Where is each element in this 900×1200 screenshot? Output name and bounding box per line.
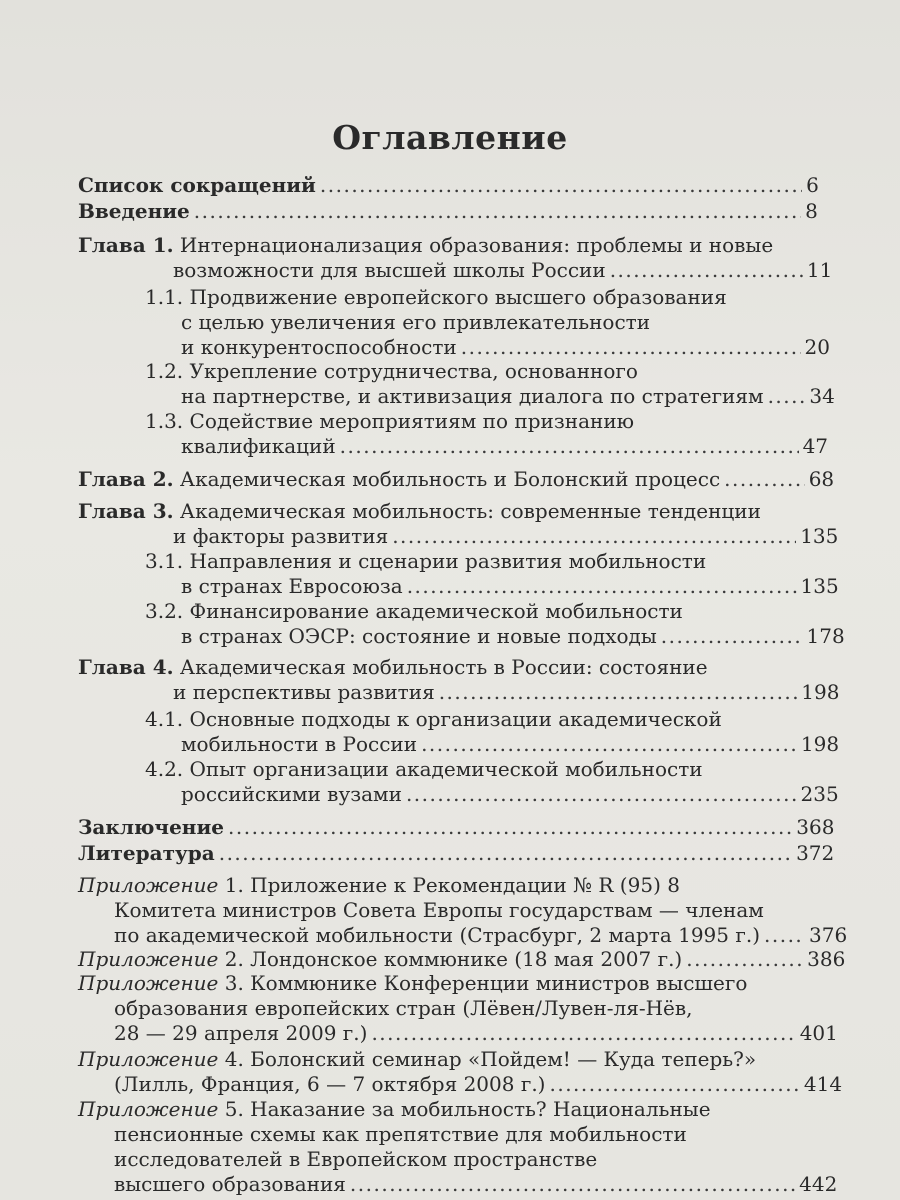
page-number: 68 bbox=[808, 467, 835, 491]
appendix-label: Приложение bbox=[78, 947, 219, 971]
toc-line bbox=[78, 1046, 756, 1072]
toc-line bbox=[114, 1020, 838, 1046]
page-number: 386 bbox=[807, 947, 846, 971]
dot-leader bbox=[392, 523, 796, 549]
toc-line bbox=[145, 706, 722, 732]
toc-line bbox=[78, 814, 835, 840]
toc-heading-text: Глава 1. bbox=[78, 233, 174, 257]
page-number: 135 bbox=[800, 574, 839, 598]
page-number: 47 bbox=[802, 434, 829, 458]
dot-leader bbox=[228, 814, 792, 840]
toc-line bbox=[114, 1121, 687, 1147]
toc-text: 4.1. Основные подходы к организации академической bbox=[145, 707, 722, 731]
page-number: 368 bbox=[796, 815, 835, 839]
toc-text: мобильности в России bbox=[181, 732, 418, 756]
toc-line bbox=[78, 946, 846, 972]
toc-heading-text: Список сокращений bbox=[78, 173, 316, 197]
toc-line bbox=[145, 358, 638, 384]
toc-line bbox=[145, 284, 727, 310]
toc-heading-text: Глава 4. bbox=[78, 655, 174, 679]
toc-text: Академическая мобильность: современные тенденции bbox=[173, 499, 761, 523]
toc-text: образования европейских стран (Лёвен/Лувен-ля-Нёв, bbox=[114, 996, 693, 1020]
dot-leader bbox=[407, 573, 797, 599]
appendix-label: Приложение bbox=[78, 1097, 219, 1121]
page-number: 11 bbox=[806, 258, 833, 282]
toc-text: Комитета министров Совета Европы государствам — членам bbox=[114, 898, 764, 922]
toc-text: (Лилль, Франция, 6 — 7 октября 2008 г.) bbox=[114, 1072, 546, 1096]
page-number: 372 bbox=[796, 841, 835, 865]
page-number: 198 bbox=[800, 732, 840, 756]
toc-heading-text: Заключение bbox=[78, 815, 224, 839]
dot-leader bbox=[610, 257, 803, 283]
toc-line bbox=[173, 257, 833, 283]
dot-leader bbox=[320, 172, 802, 198]
toc-line bbox=[181, 383, 835, 409]
toc-text: 2. Лондонское коммюнике (18 мая 2007 г.) bbox=[218, 947, 683, 971]
toc-line bbox=[181, 334, 830, 360]
toc-line bbox=[78, 232, 773, 258]
page-number: 6 bbox=[806, 173, 819, 197]
toc-text: 28 — 29 апреля 2009 г.) bbox=[114, 1021, 368, 1045]
dot-leader bbox=[340, 433, 799, 459]
page-title: Оглавление bbox=[332, 118, 568, 157]
appendix-label: Приложение bbox=[78, 971, 219, 995]
toc-line bbox=[181, 781, 839, 807]
toc-text: в странах Евросоюза bbox=[181, 574, 403, 598]
toc-text: 1.2. Укрепление сотрудничества, основанного bbox=[145, 359, 638, 383]
toc-text: Интернационализация образования: проблемы и новые bbox=[173, 233, 774, 257]
toc-text: 1. Приложение к Рекомендации № R (95) 8 bbox=[218, 873, 680, 897]
page-number: 198 bbox=[801, 680, 840, 704]
page-number: 20 bbox=[804, 335, 830, 359]
toc-text: 5. Наказание за мобильность? Национальные bbox=[218, 1097, 711, 1121]
toc-line bbox=[114, 1171, 838, 1197]
toc-line bbox=[78, 172, 819, 198]
dot-leader bbox=[371, 1020, 795, 1046]
toc-text: и перспективы развития bbox=[173, 680, 435, 704]
toc-text: 4. Болонский семинар «Пойдем! — Куда теперь?» bbox=[218, 1047, 757, 1071]
page-number: 401 bbox=[799, 1021, 838, 1045]
dot-leader bbox=[406, 781, 797, 807]
toc-line bbox=[78, 654, 708, 680]
toc-text: в странах ОЭСР: состояние и новые подходы bbox=[181, 624, 657, 648]
toc-line bbox=[181, 433, 829, 459]
page-number: 34 bbox=[809, 384, 835, 408]
toc-line bbox=[78, 970, 747, 996]
dot-leader bbox=[219, 840, 792, 866]
toc-text: высшего образования bbox=[114, 1172, 346, 1196]
toc-text: по академической мобильности (Страсбург, 2 марта 1995 г.) bbox=[114, 923, 760, 947]
toc-line bbox=[78, 498, 761, 524]
toc-line bbox=[145, 548, 706, 574]
toc-text: и факторы развития bbox=[173, 524, 389, 548]
toc-line bbox=[173, 523, 839, 549]
toc-line bbox=[114, 897, 764, 923]
page-number: 376 bbox=[809, 923, 848, 947]
toc-text: на партнерстве, и активизация диалога по стратегиям bbox=[181, 384, 764, 408]
toc-text: пенсионные схемы как препятствие для мобильности bbox=[114, 1122, 687, 1146]
dot-leader bbox=[686, 946, 803, 972]
toc-text: 3. Коммюнике Конференции министров высшего bbox=[218, 971, 748, 995]
dot-leader bbox=[764, 922, 805, 948]
page-number: 442 bbox=[799, 1172, 838, 1196]
toc-line bbox=[145, 756, 703, 782]
toc-text: 1.3. Содействие мероприятиям по признанию bbox=[145, 409, 635, 433]
dot-leader bbox=[194, 198, 801, 224]
toc-line bbox=[145, 598, 683, 624]
appendix-label: Приложение bbox=[78, 1047, 219, 1071]
toc-line bbox=[78, 466, 835, 492]
dot-leader bbox=[421, 731, 797, 757]
dot-leader bbox=[350, 1171, 795, 1197]
toc-heading-text: Введение bbox=[78, 199, 190, 223]
toc-line bbox=[181, 623, 845, 649]
appendix-label: Приложение bbox=[78, 873, 219, 897]
toc-text: Академическая мобильность в России: состояние bbox=[173, 655, 708, 679]
toc-line bbox=[114, 922, 848, 948]
toc-text: и конкурентоспособности bbox=[181, 335, 457, 359]
dot-leader bbox=[724, 466, 805, 492]
dot-leader bbox=[549, 1071, 799, 1097]
toc-text: исследователей в Европейском пространстве bbox=[114, 1147, 598, 1171]
toc-line bbox=[114, 1071, 843, 1097]
toc-line bbox=[181, 573, 839, 599]
toc-heading-text: Глава 2. bbox=[78, 467, 174, 491]
toc-line bbox=[114, 1146, 597, 1172]
toc-line bbox=[78, 872, 680, 898]
toc-line bbox=[181, 309, 650, 335]
toc-line bbox=[173, 679, 840, 705]
toc-text: квалификаций bbox=[181, 434, 336, 458]
dot-leader bbox=[768, 383, 806, 409]
toc-text: Академическая мобильность и Болонский процесс bbox=[173, 467, 721, 491]
page-number: 235 bbox=[800, 782, 839, 806]
toc-heading-text: Литература bbox=[78, 841, 215, 865]
toc-heading-text: Глава 3. bbox=[78, 499, 174, 523]
toc-text: с целью увеличения его привлекательности bbox=[181, 310, 651, 334]
page-number: 8 bbox=[805, 199, 818, 223]
toc-text: возможности для высшей школы России bbox=[173, 258, 606, 282]
toc-text: 3.1. Направления и сценарии развития мобильности bbox=[145, 549, 707, 573]
dot-leader bbox=[439, 679, 798, 705]
dot-leader bbox=[461, 334, 801, 360]
toc-line bbox=[114, 995, 692, 1021]
page-number: 178 bbox=[806, 624, 845, 648]
toc-line bbox=[78, 840, 835, 866]
page-number: 135 bbox=[800, 524, 839, 548]
toc-text: 3.2. Финансирование академической мобильности bbox=[145, 599, 683, 623]
dot-leader bbox=[661, 623, 803, 649]
page-number: 414 bbox=[803, 1072, 843, 1096]
toc-line bbox=[181, 731, 840, 757]
toc-line bbox=[78, 1096, 711, 1122]
toc-line bbox=[78, 198, 818, 224]
toc-line bbox=[145, 408, 634, 434]
toc-text: 1.1. Продвижение европейского высшего образования bbox=[145, 285, 727, 309]
toc-text: 4.2. Опыт организации академической мобильности bbox=[145, 757, 703, 781]
toc-text: российскими вузами bbox=[181, 782, 402, 806]
